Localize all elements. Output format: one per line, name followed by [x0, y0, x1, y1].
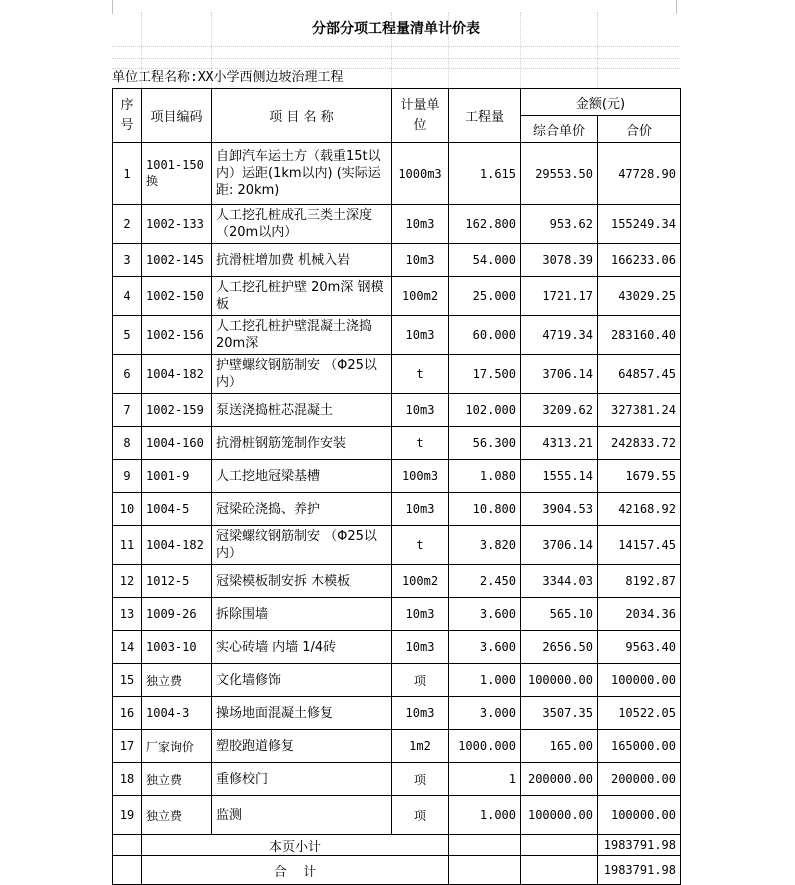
unit-price: 3904.53 [521, 493, 598, 526]
item-code: 独立费 [142, 763, 212, 796]
total-price: 14157.45 [598, 526, 681, 565]
quantity: 1.080 [449, 460, 521, 493]
unit-price: 165.00 [521, 730, 598, 763]
unit: 10m3 [392, 631, 449, 664]
quantity: 3.600 [449, 598, 521, 631]
header-amount: 金额(元) [521, 89, 681, 116]
row-number: 10 [113, 493, 142, 526]
item-name: 冠梁砼浇捣、养护 [212, 493, 392, 526]
row-number: 13 [113, 598, 142, 631]
item-name: 抗滑桩钢筋笼制作安装 [212, 427, 392, 460]
unit: t [392, 427, 449, 460]
quantity: 1 [449, 763, 521, 796]
unit: 项 [392, 763, 449, 796]
unit: 项 [392, 796, 449, 835]
total-price: 327381.24 [598, 394, 681, 427]
quantity: 162.800 [449, 205, 521, 244]
total-price: 166233.06 [598, 244, 681, 277]
quantity: 1.615 [449, 143, 521, 205]
quantity: 2.450 [449, 565, 521, 598]
item-code: 1009-26 [142, 598, 212, 631]
table-row [113, 796, 681, 835]
item-code: 1002-156 [142, 316, 212, 355]
row-number: 1 [113, 143, 142, 205]
unit-price: 29553.50 [521, 143, 598, 205]
item-code: 厂家询价 [142, 730, 212, 763]
unit: 10m3 [392, 598, 449, 631]
total-price: 165000.00 [598, 730, 681, 763]
header-unit-price: 综合单价 [521, 116, 598, 143]
unit-price: 565.10 [521, 598, 598, 631]
table-row [113, 763, 681, 796]
table-row [113, 697, 681, 730]
item-name: 自卸汽车运土方（载重15t以内）运距(1km以内) (实际运距: 20km) [212, 143, 392, 205]
table-row [113, 205, 681, 244]
item-code: 1002-133 [142, 205, 212, 244]
item-code: 独立费 [142, 796, 212, 835]
unit: 10m3 [392, 493, 449, 526]
unit-price: 4313.21 [521, 427, 598, 460]
total-value: 1983791.98 [598, 856, 681, 885]
table-row [113, 526, 681, 565]
item-name: 抗滑桩增加费 机械入岩 [212, 244, 392, 277]
row-number: 17 [113, 730, 142, 763]
item-code: 1002-150 [142, 277, 212, 316]
quantity: 3.000 [449, 697, 521, 730]
item-name: 塑胶跑道修复 [212, 730, 392, 763]
unit: 项 [392, 664, 449, 697]
unit-price: 953.62 [521, 205, 598, 244]
item-name: 人工挖孔桩护壁 20m深 钢模板 [212, 277, 392, 316]
header-name: 项 目 名 称 [212, 89, 392, 143]
item-name: 文化墙修饰 [212, 664, 392, 697]
total-price: 1679.55 [598, 460, 681, 493]
item-name: 人工挖孔桩护壁混凝土浇捣 20m深 [212, 316, 392, 355]
total-price: 47728.90 [598, 143, 681, 205]
unit: 100m2 [392, 565, 449, 598]
unit-price: 200000.00 [521, 763, 598, 796]
table-row [113, 598, 681, 631]
row-number: 6 [113, 355, 142, 394]
item-name: 泵送浇捣桩芯混凝土 [212, 394, 392, 427]
row-number: 8 [113, 427, 142, 460]
item-code: 1002-159 [142, 394, 212, 427]
sheet-margin-left [94, 0, 113, 14]
quantity: 102.000 [449, 394, 521, 427]
project-name: 单位工程名称:XX小学西侧边坡治理工程 [112, 70, 344, 85]
item-code: 1012-5 [142, 565, 212, 598]
unit: 1000m3 [392, 143, 449, 205]
unit-price: 3209.62 [521, 394, 598, 427]
unit: 10m3 [392, 394, 449, 427]
quantity: 1000.000 [449, 730, 521, 763]
table-row [113, 460, 681, 493]
header-code: 项目编码 [142, 89, 212, 143]
unit-price: 3507.35 [521, 697, 598, 730]
header-unit: 计量单 位 [392, 89, 449, 143]
unit: 100m3 [392, 460, 449, 493]
total-price: 242833.72 [598, 427, 681, 460]
subtotal-row [113, 835, 681, 856]
item-name: 实心砖墙 内墙 1/4砖 [212, 631, 392, 664]
item-code: 1004-3 [142, 697, 212, 730]
row-number: 2 [113, 205, 142, 244]
total-price: 42168.92 [598, 493, 681, 526]
unit-price: 3078.39 [521, 244, 598, 277]
item-code: 1002-145 [142, 244, 212, 277]
item-name: 护壁螺纹钢筋制安 （Φ25以内） [212, 355, 392, 394]
unit: 10m3 [392, 205, 449, 244]
quantity: 3.820 [449, 526, 521, 565]
item-name: 监测 [212, 796, 392, 835]
quantity: 1.000 [449, 796, 521, 835]
item-name: 冠梁螺纹钢筋制安 （Φ25以内） [212, 526, 392, 565]
unit-price: 3706.14 [521, 355, 598, 394]
item-code: 独立费 [142, 664, 212, 697]
quantity: 10.800 [449, 493, 521, 526]
row-number: 19 [113, 796, 142, 835]
unit: t [392, 355, 449, 394]
row-number: 3 [113, 244, 142, 277]
total-price: 100000.00 [598, 796, 681, 835]
row-number: 5 [113, 316, 142, 355]
table-row [113, 493, 681, 526]
item-code: 1004-182 [142, 526, 212, 565]
table-row [113, 394, 681, 427]
item-code: 1004-160 [142, 427, 212, 460]
table-row [113, 565, 681, 598]
unit: 10m3 [392, 244, 449, 277]
unit-price: 3706.14 [521, 526, 598, 565]
quantity: 3.600 [449, 631, 521, 664]
unit: 10m3 [392, 697, 449, 730]
total-price: 43029.25 [598, 277, 681, 316]
row-number: 9 [113, 460, 142, 493]
quantity: 25.000 [449, 277, 521, 316]
total-price: 155249.34 [598, 205, 681, 244]
row-number: 14 [113, 631, 142, 664]
unit-price: 4719.34 [521, 316, 598, 355]
total-price: 10522.05 [598, 697, 681, 730]
table-row [113, 316, 681, 355]
quantity: 17.500 [449, 355, 521, 394]
item-name: 重修校门 [212, 763, 392, 796]
total-price: 100000.00 [598, 664, 681, 697]
table-row [113, 730, 681, 763]
item-name: 冠梁模板制安拆 木模板 [212, 565, 392, 598]
item-code: 1003-10 [142, 631, 212, 664]
item-code: 1001-9 [142, 460, 212, 493]
subtotal-value: 1983791.98 [598, 835, 681, 856]
header-total: 合价 [598, 116, 681, 143]
table-row [113, 631, 681, 664]
unit: 100m2 [392, 277, 449, 316]
row-number: 15 [113, 664, 142, 697]
table-row [113, 427, 681, 460]
subtotal-label: 本页小计 [142, 835, 449, 856]
total-price: 9563.40 [598, 631, 681, 664]
total-price: 283160.40 [598, 316, 681, 355]
row-number: 18 [113, 763, 142, 796]
unit: 10m3 [392, 316, 449, 355]
total-price: 2034.36 [598, 598, 681, 631]
unit: 1m2 [392, 730, 449, 763]
unit-price: 2656.50 [521, 631, 598, 664]
table-row [113, 355, 681, 394]
row-number: 4 [113, 277, 142, 316]
item-code: 1001-150 换 [142, 143, 212, 205]
document-title: 分部分项工程量清单计价表 [312, 21, 480, 37]
row-number: 7 [113, 394, 142, 427]
item-name: 拆除围墙 [212, 598, 392, 631]
unit-price: 1555.14 [521, 460, 598, 493]
table-row [113, 244, 681, 277]
quantity: 54.000 [449, 244, 521, 277]
unit-price: 3344.03 [521, 565, 598, 598]
table-row [113, 664, 681, 697]
row-number: 12 [113, 565, 142, 598]
table-row [113, 143, 681, 205]
row-number: 16 [113, 697, 142, 730]
unit-price: 1721.17 [521, 277, 598, 316]
quantity: 1.000 [449, 664, 521, 697]
total-price: 200000.00 [598, 763, 681, 796]
quantity: 60.000 [449, 316, 521, 355]
quantity: 56.300 [449, 427, 521, 460]
quantity-price-table [112, 88, 681, 885]
item-name: 人工挖孔桩成孔三类土深度（20m以内） [212, 205, 392, 244]
item-name: 操场地面混凝土修复 [212, 697, 392, 730]
item-code: 1004-5 [142, 493, 212, 526]
total-row [113, 856, 681, 885]
total-price: 8192.87 [598, 565, 681, 598]
table-row [113, 277, 681, 316]
row-number: 11 [113, 526, 142, 565]
unit: t [392, 526, 449, 565]
item-code: 1004-182 [142, 355, 212, 394]
unit-price: 100000.00 [521, 796, 598, 835]
header-no: 序 号 [113, 89, 142, 143]
total-price: 64857.45 [598, 355, 681, 394]
item-name: 人工挖地冠梁基槽 [212, 460, 392, 493]
total-label: 合 计 [142, 856, 449, 885]
header-qty: 工程量 [449, 89, 521, 143]
unit-price: 100000.00 [521, 664, 598, 697]
